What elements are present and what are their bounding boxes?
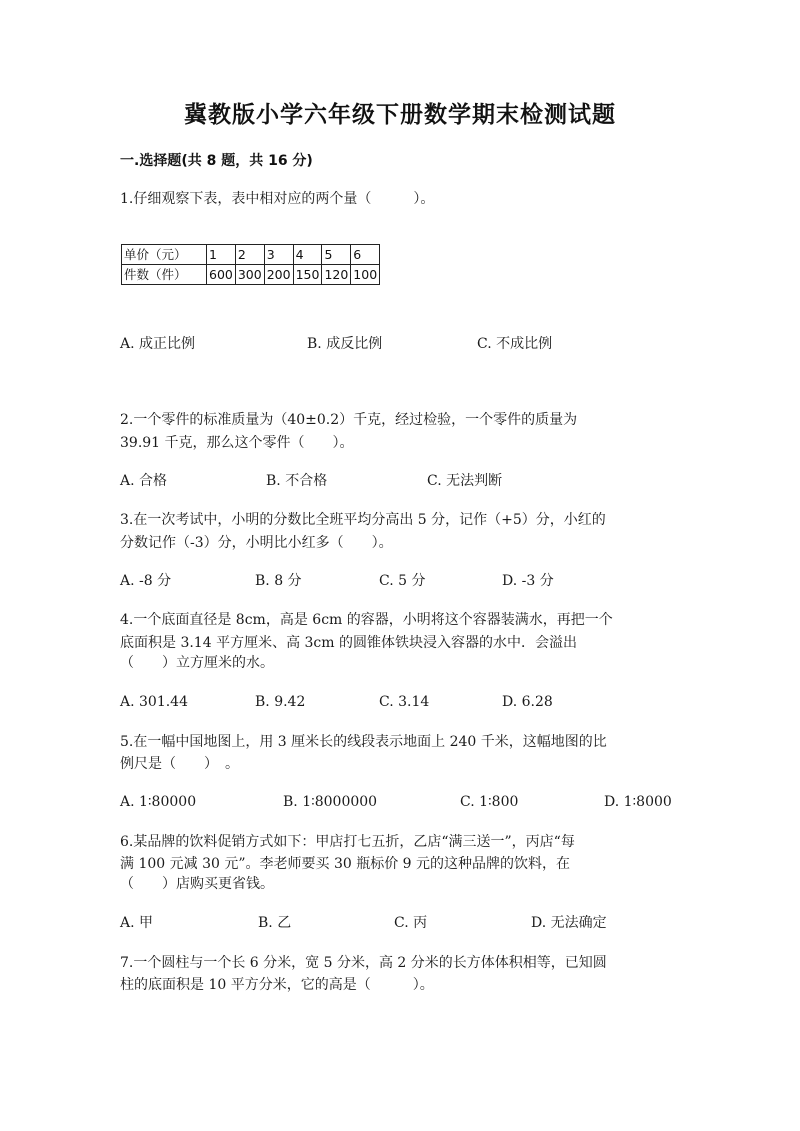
table-cell: 300	[235, 265, 264, 285]
question-4-option-a[interactable]: A. 301.44	[120, 694, 188, 710]
question-3-option-d[interactable]: D. -3 分	[502, 573, 554, 589]
question-7-line-2: 柱的底面积是 10 平方分米，它的高是（ ）。	[120, 977, 434, 993]
question-6-option-b[interactable]: B. 乙	[258, 915, 292, 931]
question-2-option-a[interactable]: A. 合格	[120, 473, 168, 489]
page-title: 冀教版小学六年级下册数学期末检测试题	[184, 102, 616, 128]
question-6-option-a[interactable]: A. 甲	[120, 915, 154, 931]
table-cell: 4	[293, 245, 322, 265]
question-2-line-2: 39.91 千克，那么这个零件（ ）。	[120, 435, 354, 451]
table-row	[122, 265, 380, 285]
price-quantity-table	[121, 244, 380, 285]
table-header-cell: 件数（件）	[122, 265, 207, 285]
question-5-option-b[interactable]: B. 1∶8000000	[283, 794, 378, 810]
question-1-option-b[interactable]: B. 成反比例	[307, 336, 383, 352]
question-3-line-2: 分数记作（-3）分，小明比小红多（ ）。	[120, 535, 393, 551]
question-4-line-2: 底面积是 3.14 平方厘米、高 3cm 的圆锥体铁块浸入容器的水中．会溢出	[120, 635, 577, 651]
question-2-line-1: 2.一个零件的标准质量为（40±0.2）千克，经过检验，一个零件的质量为	[120, 412, 578, 428]
question-6-option-c[interactable]: C. 丙	[394, 915, 428, 931]
question-6-line-2: 满 100 元减 30 元”。李老师要买 30 瓶标价 9 元的这种品牌的饮料，在	[120, 856, 571, 872]
table-cell: 3	[264, 245, 293, 265]
question-5-line-2: 例尺是（ ） 。	[120, 756, 239, 772]
table-cell: 600	[207, 265, 236, 285]
question-5-option-d[interactable]: D. 1∶8000	[604, 794, 672, 810]
question-4-option-b[interactable]: B. 9.42	[255, 694, 306, 710]
table-cell: 200	[264, 265, 293, 285]
question-1-text: 1.仔细观察下表，表中相对应的两个量（ ）。	[120, 191, 435, 207]
table-cell: 6	[351, 245, 380, 265]
question-6-line-1: 6.某品牌的饮料促销方式如下：甲店打七五折，乙店“满三送一”，丙店“每	[120, 834, 575, 850]
question-4-option-c[interactable]: C. 3.14	[379, 694, 430, 710]
table-cell: 150	[293, 265, 322, 285]
question-3-line-1: 3.在一次考试中，小明的分数比全班平均分高出 5 分，记作（+5）分，小红的	[120, 512, 606, 528]
question-2-option-b[interactable]: B. 不合格	[266, 473, 328, 489]
table-row	[122, 245, 380, 265]
question-3-option-b[interactable]: B. 8 分	[255, 573, 302, 589]
table-cell: 5	[322, 245, 351, 265]
question-7-line-1: 7.一个圆柱与一个长 6 分米，宽 5 分米，高 2 分米的长方体体积相等，已知圆	[120, 955, 607, 971]
question-5-option-a[interactable]: A. 1∶80000	[120, 794, 197, 810]
question-3-option-a[interactable]: A. -8 分	[120, 573, 172, 589]
question-6-option-d[interactable]: D. 无法确定	[531, 915, 607, 931]
question-4-option-d[interactable]: D. 6.28	[502, 694, 553, 710]
table-cell: 2	[235, 245, 264, 265]
table-cell: 100	[351, 265, 380, 285]
question-5-line-1: 5.在一幅中国地图上，用 3 厘米长的线段表示地面上 240 千米，这幅地图的比	[120, 734, 607, 750]
question-4-line-1: 4.一个底面直径是 8cm，高是 6cm 的容器，小明将这个容器装满水，再把一个	[120, 612, 613, 628]
question-5-option-c[interactable]: C. 1∶800	[460, 794, 519, 810]
question-1-option-a[interactable]: A. 成正比例	[120, 336, 196, 352]
question-6-line-3: （ ）店购买更省钱。	[120, 876, 274, 892]
question-3-option-c[interactable]: C. 5 分	[379, 573, 426, 589]
table-cell: 1	[207, 245, 236, 265]
table-cell: 120	[322, 265, 351, 285]
table-header-cell: 单价（元）	[122, 245, 207, 265]
question-2-option-c[interactable]: C. 无法判断	[427, 473, 503, 489]
question-1-option-c[interactable]: C. 不成比例	[477, 336, 553, 352]
section-heading: 一.选择题(共 8 题，共 16 分)	[120, 153, 313, 169]
question-4-line-3: （ ）立方厘米的水。	[120, 655, 274, 671]
